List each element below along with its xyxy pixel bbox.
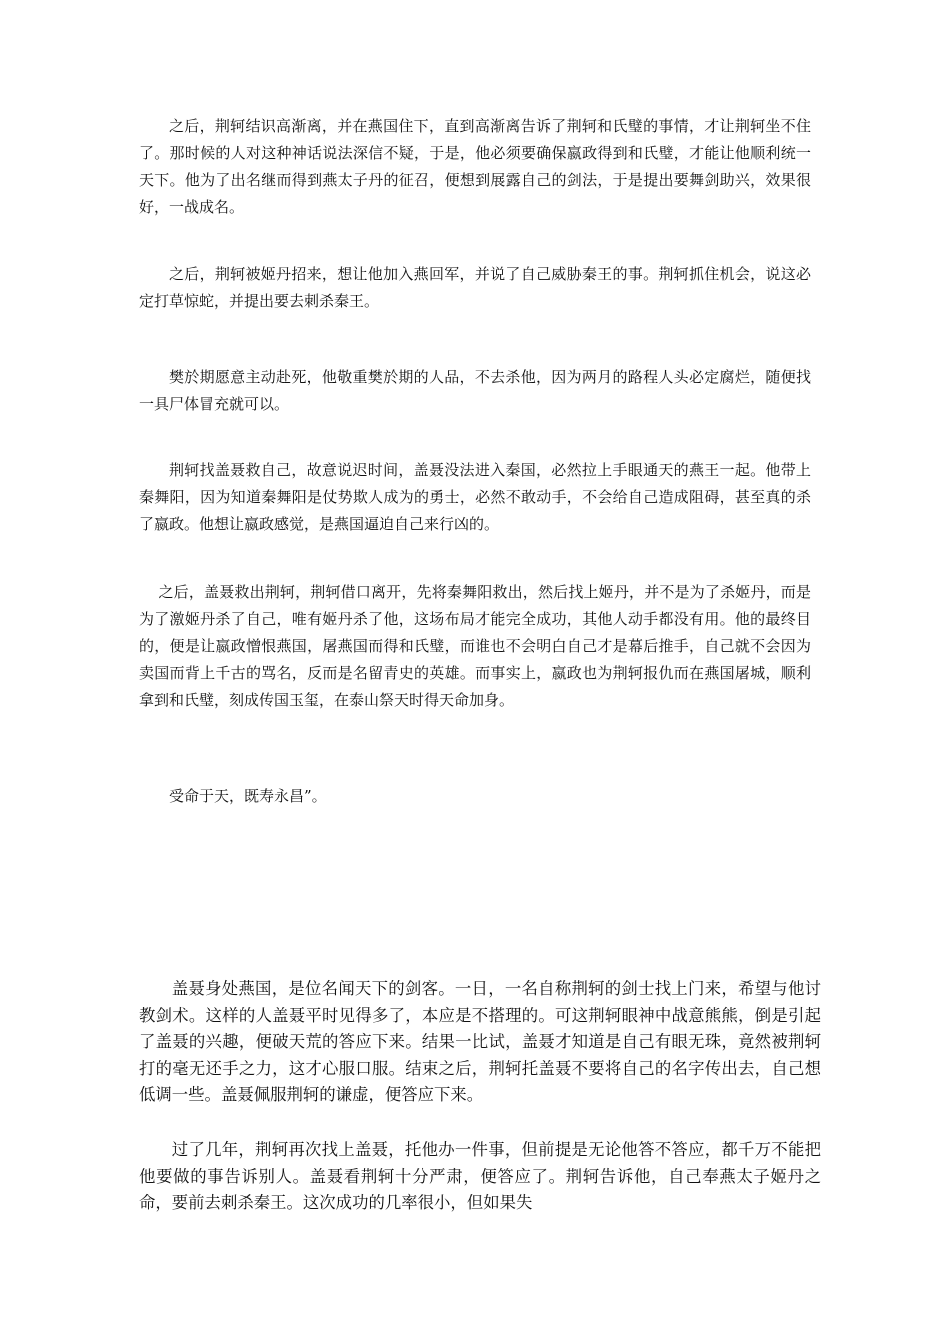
paragraph-3: 樊於期愿意主动赴死，他敬重樊於期的人品，不去杀他，因为两月的路程人头必定腐烂，随便找一具尸体冒充就可以。: [139, 368, 811, 413]
paragraph-8: 过了几年，荆轲再次找上盖聂，托他办一件事，但前提是无论他答不答应，都千万不能把他要做的事告诉别人。盖聂看荆轲十分严肃，便答应了。荆轲告诉他，自己奉燕太子姬丹之命，要前去刺杀秦王。这次成功的几率很小，但如果失: [139, 1140, 821, 1213]
paragraph-5: 之后，盖聂救出荆轲，荆轲借口离开，先将秦舞阳救出，然后找上姬丹，并不是为了杀姬丹，而是为了激姬丹杀了自己，唯有姬丹杀了他，这场布局才能完全成功，其他人动手都没有用。他的最终目的，便是让嬴政憎恨燕国，屠燕国而得和氏璧，而谁也不会明白自己才是幕后推手，自己就不会因为卖国而背上千古的骂名，反而是名留青史的英雄。而事实上，嬴政也为荆轲报仇而在燕国屠城，顺利拿到和氏璧，刻成传国玉玺，在泰山祭天时得天命加身。: [139, 583, 811, 709]
paragraph-1: 之后，荆轲结识高渐离，并在燕国住下，直到高渐离告诉了荆轲和氏璧的事情，才让荆轲坐不住了。那时候的人对这种神话说法深信不疑，于是，他必须要确保嬴政得到和氏璧，才能让他顺利统一天下。他为了出名继而得到燕太子丹的征召，便想到展露自己的剑法，于是提出要舞剑助兴，效果很好，一战成名。: [139, 117, 811, 216]
paragraph-6: 受命于天，既寿永昌”。: [169, 787, 327, 805]
paragraph-2: 之后，荆轲被姬丹招来，想让他加入燕回军，并说了自己威胁秦王的事。荆轲抓住机会，说这必定打草惊蛇，并提出要去刺杀秦王。: [139, 265, 811, 310]
paragraph-7: 盖聂身处燕国，是位名闻天下的剑客。一日，一名自称荆轲的剑士找上门来，希望与他讨教剑术。这样的人盖聂平时见得多了，本应是不搭理的。可这荆轲眼神中战意熊熊，倒是引起了盖聂的兴趣，便破天荒的答应下来。结果一比试，盖聂才知道是自己有眼无珠，竟然被荆轲打的毫无还手之力，这才心服口服。结束之后，荆轲托盖聂不要将自己的名字传出去，自己想低调一些。盖聂佩服荆轲的谦虚，便答应下来。: [139, 979, 821, 1105]
paragraph-4: 荆轲找盖聂救自己，故意说迟时间，盖聂没法进入秦国，必然拉上手眼通天的燕王一起。他带上秦舞阳，因为知道秦舞阳是仗势欺人成为的勇士，必然不敢动手，不会给自己造成阻碍，甚至真的杀了嬴政。他想让嬴政感觉，是燕国逼迫自己来行凶的。: [139, 461, 811, 533]
